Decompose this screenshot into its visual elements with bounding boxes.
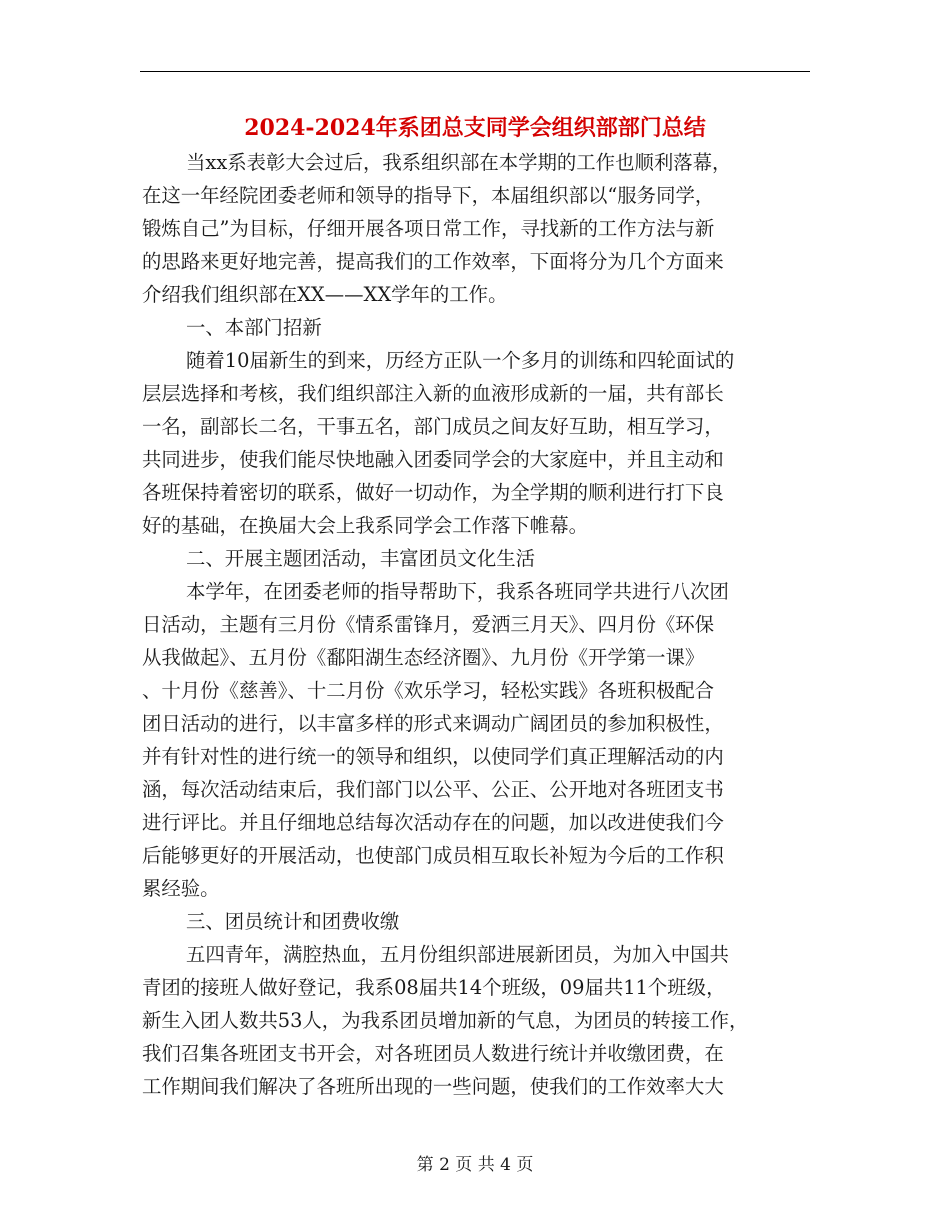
page-number-footer: 第 2 页 共 4 页: [416, 1155, 534, 1175]
body-line: 青团的接班人做好登记，我系08届共14个班级，09届共11个班级，: [142, 976, 726, 999]
body-line: 我们召集各班团支书开会，对各班团员人数进行统计并收缴团费，在: [142, 1042, 724, 1065]
body-line: 各班保持着密切的联系，做好一切动作，为全学期的顺利进行打下良: [142, 481, 724, 504]
body-line: 的思路来更好地完善，提高我们的工作效率，下面将分为几个方面来: [142, 250, 724, 273]
body-line: 一、本部门招新: [186, 316, 322, 339]
body-line: 层层选择和考核，我们组织部注入新的血液形成新的一届，共有部长: [142, 382, 724, 405]
body-line: 累经验。: [142, 877, 220, 900]
body-line: 进行评比。并且仔细地总结每次活动存在的问题，加以改进使我们今: [142, 811, 724, 834]
header-rule: [140, 71, 810, 72]
body-line: 好的基础，在换届大会上我系同学会工作落下帷幕。: [142, 514, 588, 537]
body-line: 从我做起》、五月份《鄱阳湖生态经济圈》、九月份《开学第一课》: [142, 646, 705, 669]
body-line: 共同进步，使我们能尽快地融入团委同学会的大家庭中，并且主动和: [142, 448, 724, 471]
document-body: [142, 146, 810, 1103]
body-line: 三、团员统计和团费收缴: [186, 910, 400, 933]
body-line: 二、开展主题团活动，丰富团员文化生活: [186, 547, 536, 570]
body-line: 当xx系表彰大会过后，我系组织部在本学期的工作也顺利落幕，: [186, 151, 732, 174]
body-line: 五四青年，满腔热血，五月份组织部进展新团员，为加入中国共: [186, 943, 729, 966]
body-line: 在这一年经院团委老师和领导的指导下，本届组织部以“服务同学，: [142, 184, 715, 207]
body-line: 锻炼自己”为目标，仔细开展各项日常工作，寻找新的工作方法与新: [142, 217, 715, 240]
body-line: 介绍我们组织部在XX——XX学年的工作。: [142, 283, 508, 306]
body-line: 本学年，在团委老师的指导帮助下，我系各班同学共进行八次团: [186, 580, 729, 603]
body-line: 、十月份《慈善》、十二月份《欢乐学习，轻松实践》各班积极配合: [142, 679, 715, 702]
body-line: 新生入团人数共53人，为我系团员增加新的气息，为团员的转接工作，: [142, 1009, 749, 1032]
body-line: 涵，每次活动结束后，我们部门以公平、公正、公开地对各班团支书: [142, 778, 724, 801]
body-line: 日活动，主题有三月份《情系雷锋月，爱洒三月天》、四月份《环保: [142, 613, 715, 636]
body-line: 随着10届新生的到来，历经方正队一个多月的训练和四轮面试的: [186, 349, 735, 372]
body-line: 工作期间我们解决了各班所出现的一些问题，使我们的工作效率大大: [142, 1075, 724, 1098]
document-title: 2024-2024年系团总支同学会组织部部门总结: [244, 115, 706, 141]
body-line: 后能够更好的开展活动，也使部门成员相互取长补短为今后的工作积: [142, 844, 724, 867]
body-line: 团日活动的进行，以丰富多样的形式来调动广阔团员的参加积极性，: [142, 712, 724, 735]
body-line: 一名，副部长二名，干事五名，部门成员之间友好互助，相互学习，: [142, 415, 724, 438]
body-line: 并有针对性的进行统一的领导和组织，以使同学们真正理解活动的内: [142, 745, 724, 768]
